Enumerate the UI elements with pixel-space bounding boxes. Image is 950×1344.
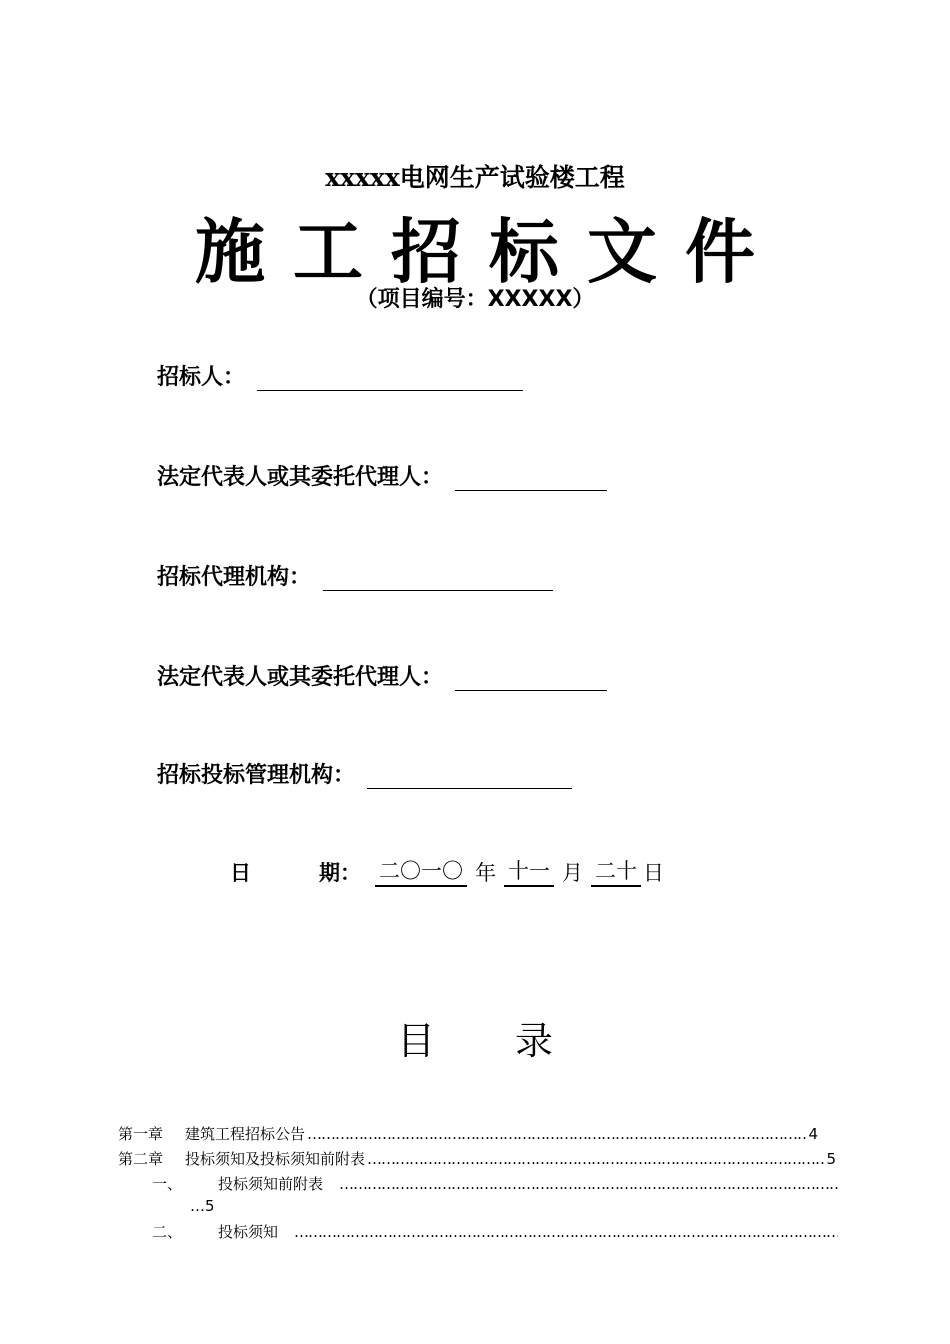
date-year-unit: 年 <box>475 861 496 885</box>
field-legal-rep-2 <box>157 660 607 691</box>
field-blank <box>455 668 607 691</box>
toc-entry-text: 投标须知 <box>218 1223 279 1241</box>
toc-entry[interactable] <box>152 1173 840 1194</box>
toc-entry-page-wrap <box>190 1197 215 1215</box>
document-title: 施工招标文件 <box>195 211 783 293</box>
date-label-ri: 日 <box>230 861 251 885</box>
field-management <box>157 758 572 789</box>
field-blank <box>257 368 523 391</box>
date-month-unit: 月 <box>562 861 583 885</box>
document-subtitle: xxxxx电网生产试验楼工程 <box>325 163 625 192</box>
toc-leader <box>367 1150 824 1168</box>
field-label: 法定代表人或其委托代理人： <box>157 465 444 490</box>
toc-entry-number: 二、 <box>152 1223 183 1241</box>
field-label: 招标人： <box>157 365 246 390</box>
toc-entry-number: 一、 <box>152 1175 183 1193</box>
toc-entry-page: 4 <box>808 1125 818 1143</box>
field-label: 法定代表人或其委托代理人： <box>157 665 444 690</box>
toc-leader <box>294 1223 838 1241</box>
date-label-qi: 期： <box>319 861 361 885</box>
toc-title: 目录 <box>396 1019 633 1063</box>
toc-entry-page: 5 <box>826 1150 836 1168</box>
field-blank <box>455 468 607 491</box>
date-month: 十一 <box>504 855 554 887</box>
date-day: 二十 <box>591 855 641 887</box>
field-blank <box>367 766 572 789</box>
field-label: 招标投标管理机构： <box>157 763 356 788</box>
date-row <box>230 855 672 887</box>
toc-entry-number: 第二章 <box>118 1150 164 1168</box>
field-label: 招标代理机构： <box>157 565 312 590</box>
field-legal-rep-1 <box>157 460 607 491</box>
toc-entry[interactable] <box>152 1221 840 1242</box>
date-year: 二〇一〇 <box>375 855 467 887</box>
date-day-unit: 日 <box>643 861 664 885</box>
field-tenderer <box>157 360 523 391</box>
toc-entry-page: 5 <box>205 1197 215 1215</box>
toc-leader-short: … <box>190 1197 205 1215</box>
toc-entry-text: 投标须知及投标须知前附表 <box>185 1150 366 1168</box>
project-number: （项目编号：XXXXX） <box>355 287 595 312</box>
field-agency <box>157 560 553 591</box>
toc-leader <box>339 1175 838 1193</box>
toc-entry-text: 投标须知前附表 <box>218 1175 324 1193</box>
toc-entry[interactable] <box>118 1123 818 1144</box>
toc-leader <box>307 1125 806 1143</box>
toc-entry-number: 第一章 <box>118 1125 164 1143</box>
toc-entry[interactable] <box>118 1148 836 1169</box>
toc-entry-text: 建筑工程招标公告 <box>185 1125 306 1143</box>
field-blank <box>323 568 553 591</box>
